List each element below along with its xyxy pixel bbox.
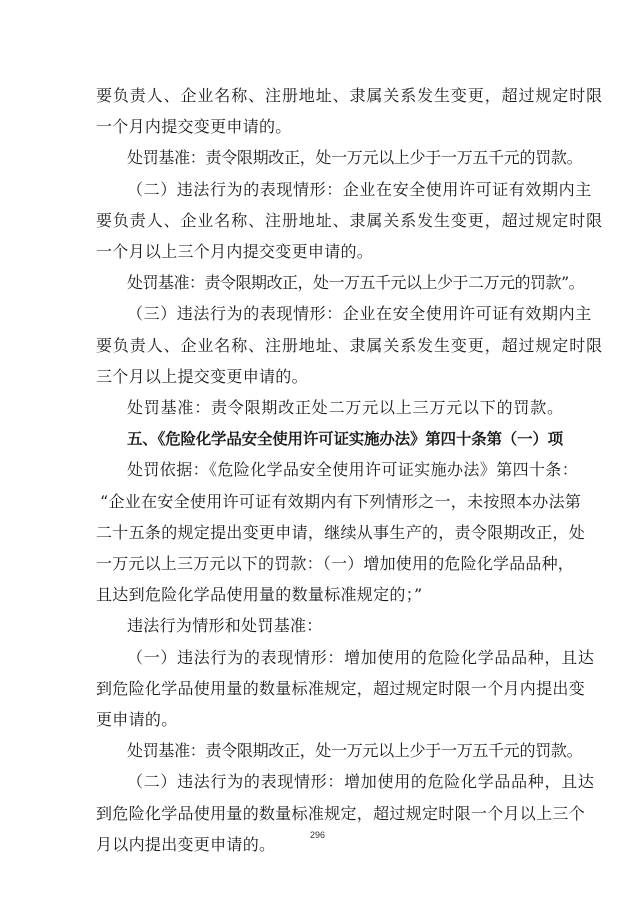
text-line: （二）违法行为的表现情形：增加使用的危险化学品品种，且达: [127, 772, 595, 791]
text-line: “企业在安全使用许可证有效期内有下列情形之一，未按照本办法第: [100, 492, 582, 511]
text-line: 处罚依据：《危险化学品安全使用许可证实施办法》第四十条：: [127, 460, 579, 479]
text-line: （一）违法行为的表现情形：增加使用的危险化学品品种，且达: [127, 648, 595, 667]
text-line: （三）违法行为的表现情形：企业在安全使用许可证有效期内主: [127, 304, 592, 323]
text-line: 处罚基准：责令限期改正处二万元以上三万元以下的罚款。: [127, 398, 564, 417]
page-number: 296: [309, 830, 326, 840]
text-line: 一万元以上三万元以下的罚款：（一）增加使用的危险化学品品种，: [96, 554, 575, 573]
text-line: 要负责人、企业名称、注册地址、隶属关系发生变更，超过规定时限: [96, 86, 604, 105]
text-line: 处罚基准：责令限期改正，处一万五千元以上少于二万元的罚款”。: [127, 273, 585, 292]
text-line: 一个月内提交变更申请的。: [96, 117, 292, 136]
text-line: 违法行为情形和处罚基准：: [127, 616, 323, 635]
text-line: 二十五条的规定提出变更申请，继续从事生产的，责令限期改正，处: [96, 523, 586, 542]
text-line: （二）违法行为的表现情形：企业在安全使用许可证有效期内主: [127, 180, 592, 199]
text-line: 处罚基准：责令限期改正，处一万元以上少于一万五千元的罚款。: [127, 148, 583, 167]
text-line: 三个月以上提交变更申请的。: [96, 367, 308, 386]
text-line: 且达到危险化学品使用量的数量标准规定的；”: [96, 585, 423, 604]
text-line: 要负责人、企业名称、注册地址、隶属关系发生变更，超过规定时限: [96, 336, 604, 355]
text-line: 更申请的。: [96, 710, 178, 729]
text-line: 要负责人、企业名称、注册地址、隶属关系发生变更，超过规定时限: [96, 211, 604, 230]
text-line: 处罚基准：责令限期改正，处一万元以上少于一万五千元的罚款。: [127, 741, 583, 760]
text-line: 一个月以上三个月内提交变更申请的。: [96, 242, 374, 261]
text-line: 月以内提出变更申请的。: [96, 835, 276, 854]
section-heading: 五、《危险化学品安全使用许可证实施办法》第四十条第（一）项: [127, 430, 563, 448]
text-line: 到危险化学品使用量的数量标准规定，超过规定时限一个月内提出变: [96, 679, 586, 698]
text-line: 到危险化学品使用量的数量标准规定，超过规定时限一个月以上三个: [96, 804, 586, 823]
